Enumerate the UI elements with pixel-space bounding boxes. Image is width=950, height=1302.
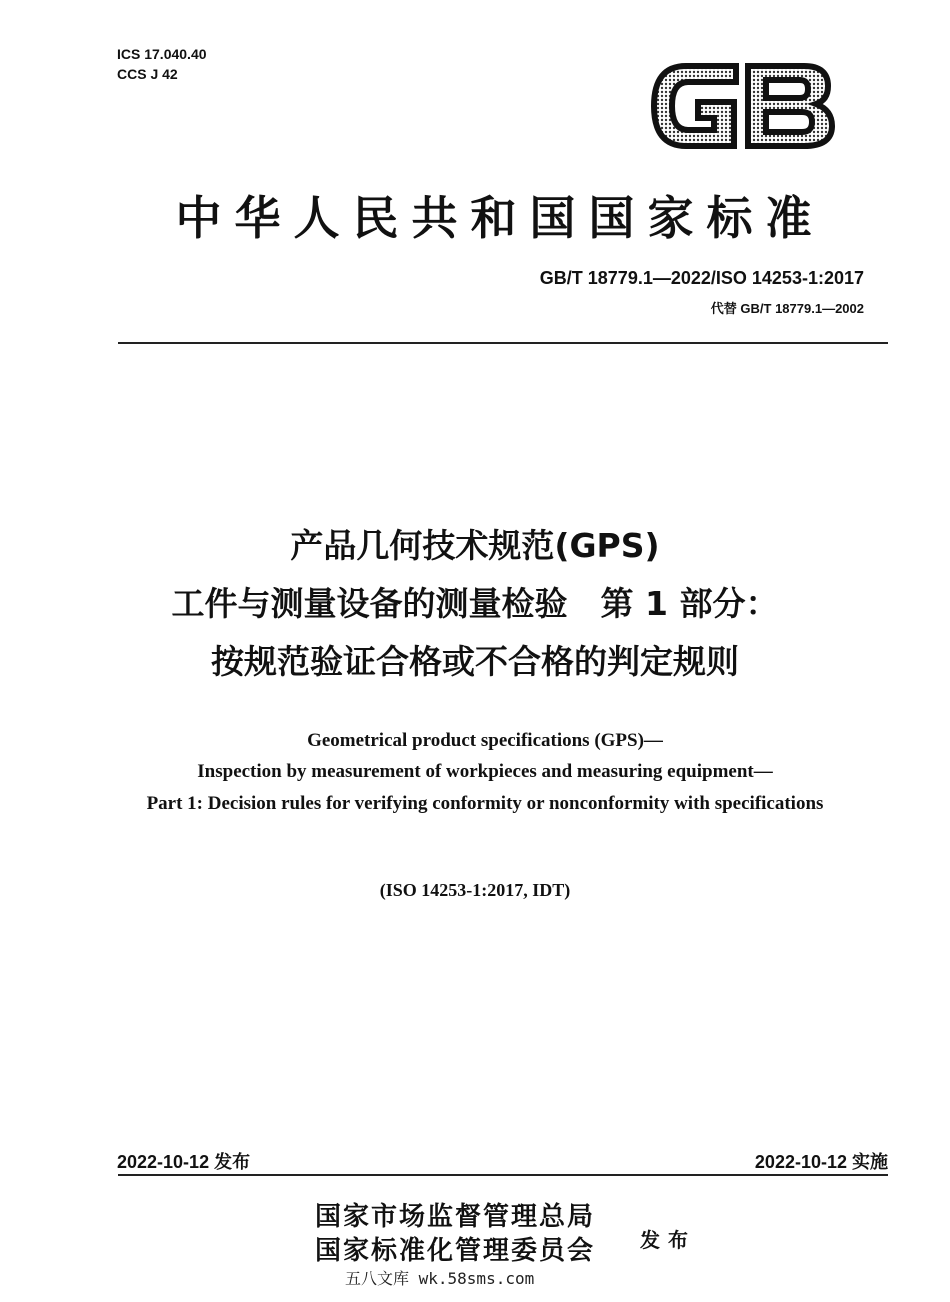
watermark: 五八文库 wk.58sms.com [345,1269,535,1288]
ics-code: ICS 17.040.40 [117,46,207,62]
gb-logo-graphic [648,58,836,154]
issuer-line2: 国家标准化管理委员会 [315,1236,596,1266]
classification-codes [117,44,207,84]
gb-logo [648,58,836,154]
title-cn-line3: 按规范验证合格或不合格的判定规则 [211,642,739,681]
issuer-line1: 国家市场监督管理总局 [315,1202,596,1232]
iso-reference: (ISO 14253-1:2017, IDT) [379,880,571,900]
title-cn-line1: 产品几何技术规范(GPS) [290,526,660,565]
issue-date: 2022-10-12 发布 [117,1152,251,1172]
header-divider [118,342,888,344]
footer-divider [118,1174,888,1176]
publish-label: 发布 [640,1228,696,1252]
title-en-line3: Part 1: Decision rules for verifying conformity or nonconformity with specifications [146,793,824,814]
implementation-date: 2022-10-12 实施 [754,1152,888,1172]
document-type-title: 中华人民共和国国家标准 [175,191,825,245]
title-cn-line2: 工件与测量设备的测量检验 第 1 部分： [171,584,779,623]
standard-number: GB/T 18779.1—2022/ISO 14253-1:2017 [539,268,864,288]
replaces-standard: 代替 GB/T 18779.1—2002 [710,301,864,316]
ccs-code: CCS J 42 [117,66,178,82]
title-en-line1: Geometrical product specifications (GPS)— [307,730,663,751]
title-en-line2: Inspection by measurement of workpieces and measuring equipment— [197,761,773,782]
